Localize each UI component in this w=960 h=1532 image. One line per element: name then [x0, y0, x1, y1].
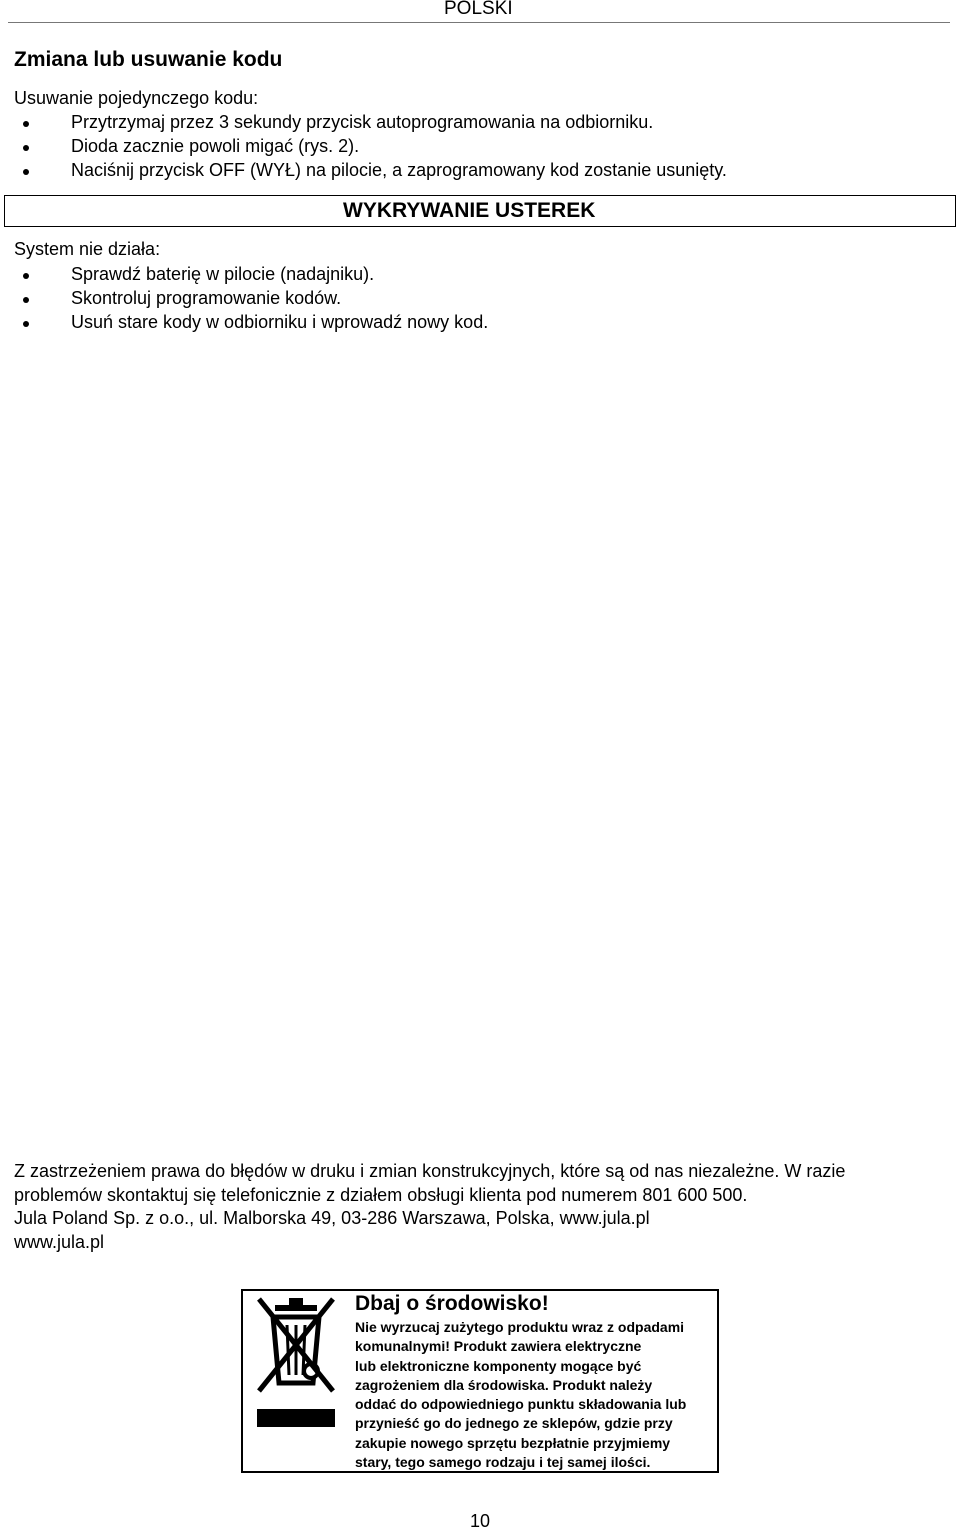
bullet-icon — [23, 297, 29, 303]
environment-notice — [241, 1289, 719, 1473]
bullet-icon — [23, 145, 29, 151]
section1-intro: Usuwanie pojedynczego kodu: — [14, 88, 259, 108]
section2-item-3: Usuń stare kody w odbiorniku i wprowadź nowy kod. — [71, 312, 489, 332]
troubleshooting-heading-box — [4, 195, 956, 227]
footer-line-1: Z zastrzeżeniem prawa do błędów w druku i zmian konstrukcyjnych, które są od nas niezależne. W razie — [14, 1161, 846, 1181]
section-title-code-change: Zmiana lub usuwanie kodu — [14, 48, 283, 71]
section1-item-2: Dioda zacznie powoli migać (rys. 2). — [71, 136, 360, 156]
section2-item-1: Sprawdź baterię w pilocie (nadajniku). — [71, 264, 375, 284]
environment-notice-title: Dbaj o środowisko! — [355, 1292, 549, 1315]
environment-notice-body: Nie wyrzucaj zużytego produktu wraz z odpadami komunalnymi! Produkt zawiera elektryczne lub elektroniczne komponenty mogące być zagrożeniem dla środowiska. Produkt należy oddać do odpowiedniego punktu składowania lub przynieść go do jednego ze sklepów, gdzie przy zakupie nowego sprzętu bezpłatnie przyjmiemy stary, tego samego rodzaju i tej samej ilości. — [355, 1319, 687, 1471]
header-language: POLSKI — [444, 0, 513, 19]
section-title-troubleshooting: WYKRYWANIE USTEREK — [343, 199, 596, 222]
section2-item-2: Skontroluj programowanie kodów. — [71, 288, 342, 308]
footer-line-3: Jula Poland Sp. z o.o., ul. Malborska 49, 03-286 Warszawa, Polska, www.jula.pl — [14, 1208, 650, 1228]
bullet-icon — [23, 321, 29, 327]
bullet-icon — [23, 121, 29, 127]
bullet-icon — [23, 169, 29, 175]
section1-item-3: Naciśnij przycisk OFF (WYŁ) na pilocie, a zaprogramowany kod zostanie usunięty. — [71, 160, 727, 180]
crossed-out-wheelie-bin-icon — [253, 1295, 339, 1469]
header-divider — [8, 22, 950, 23]
section1-item-1: Przytrzymaj przez 3 sekundy przycisk autoprogramowania na odbiorniku. — [71, 112, 654, 132]
page-number: 10 — [470, 1511, 491, 1531]
bullet-icon — [23, 273, 29, 279]
footer-line-2: problemów skontaktuj się telefonicznie z działem obsługi klienta pod numerem 801 600 500. — [14, 1185, 748, 1205]
section2-intro: System nie działa: — [14, 239, 161, 259]
footer-line-4: www.jula.pl — [14, 1232, 105, 1252]
